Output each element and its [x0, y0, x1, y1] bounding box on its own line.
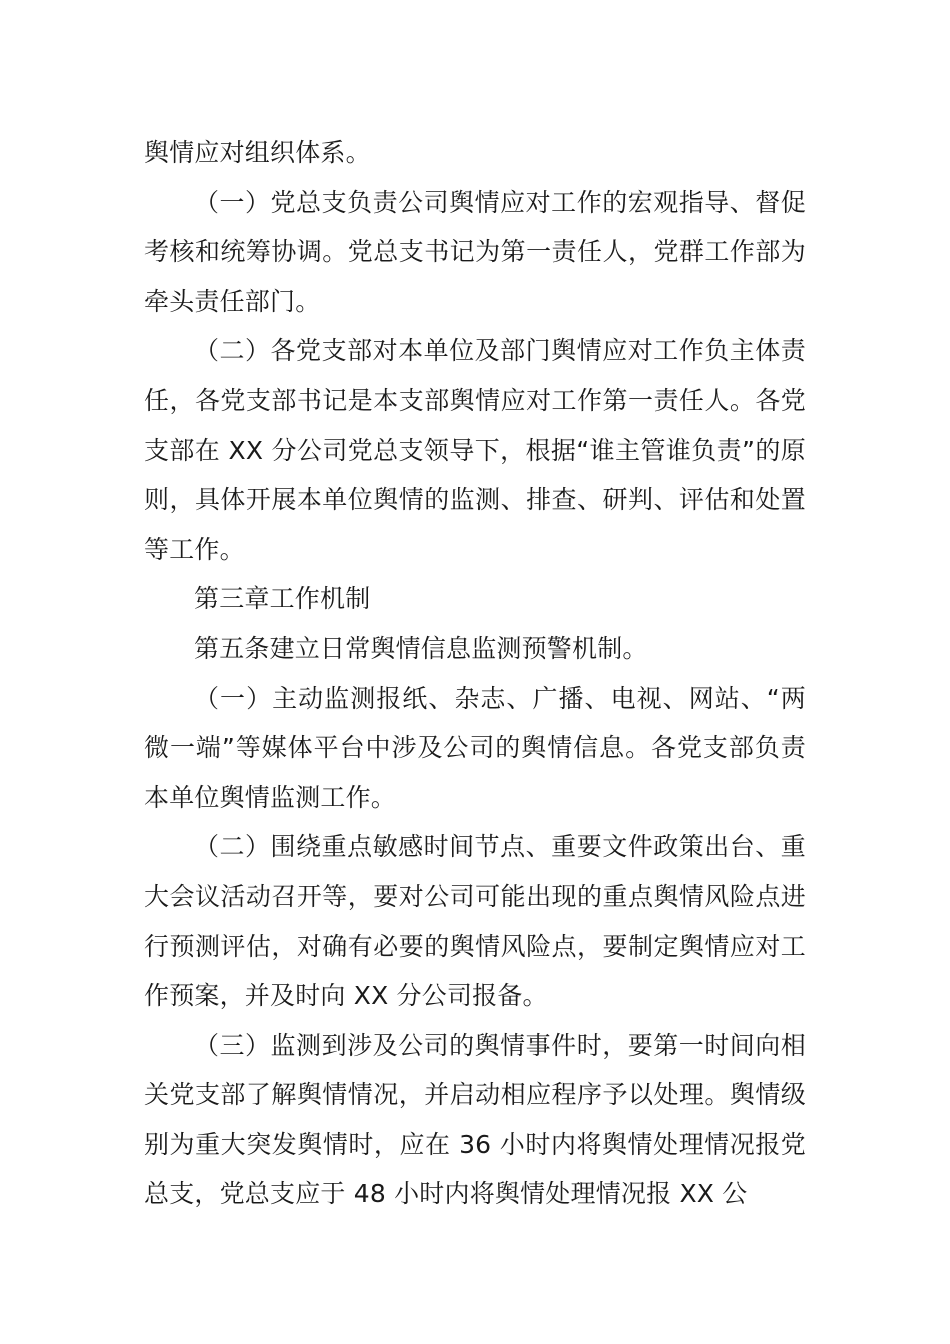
paragraph-continuation: 舆情应对组织体系。	[144, 138, 371, 167]
paragraph-item-1: （一）党总支负责公司舆情应对工作的宏观指导、督促考核和统筹协调。党总支书记为第一责任人，党群工作部为牵头责任部门。	[144, 187, 806, 316]
paragraph-monitor-2: （二）围绕重点敏感时间节点、重要文件政策出台、重大会议活动召开等，要对公司可能出现的重点舆情风险点进行预测评估，对确有必要的舆情风险点，要制定舆情应对工作预案，并及时向 XX 分公司报备。	[144, 832, 806, 1011]
paragraph-item-2: （二）各党支部对本单位及部门舆情应对工作负主体责任，各党支部书记是本支部舆情应对工作第一责任人。各党支部在 XX 分公司党总支领导下，根据“谁主管谁负责”的原则，具体开展本单位舆情的监测、排查、研判、评估和处置等工作。	[144, 336, 806, 564]
chapter-heading: 第三章工作机制	[194, 584, 371, 614]
paragraph-monitor-1: （一）主动监测报纸、杂志、广播、电视、网站、“两微一端”等媒体平台中涉及公司的舆情信息。各党支部负责本单位舆情监测工作。	[144, 683, 806, 812]
article-heading: 第五条建立日常舆情信息监测预警机制。	[194, 633, 648, 663]
document-body	[144, 128, 806, 1219]
paragraph-monitor-3: （三）监测到涉及公司的舆情事件时，要第一时间向相关党支部了解舆情情况，并启动相应程序予以处理。舆情级别为重大突发舆情时，应在 36 小时内将舆情处理情况报党总支，党总支应于 48 小时内将舆情处理情况报 XX 公	[144, 1030, 806, 1209]
